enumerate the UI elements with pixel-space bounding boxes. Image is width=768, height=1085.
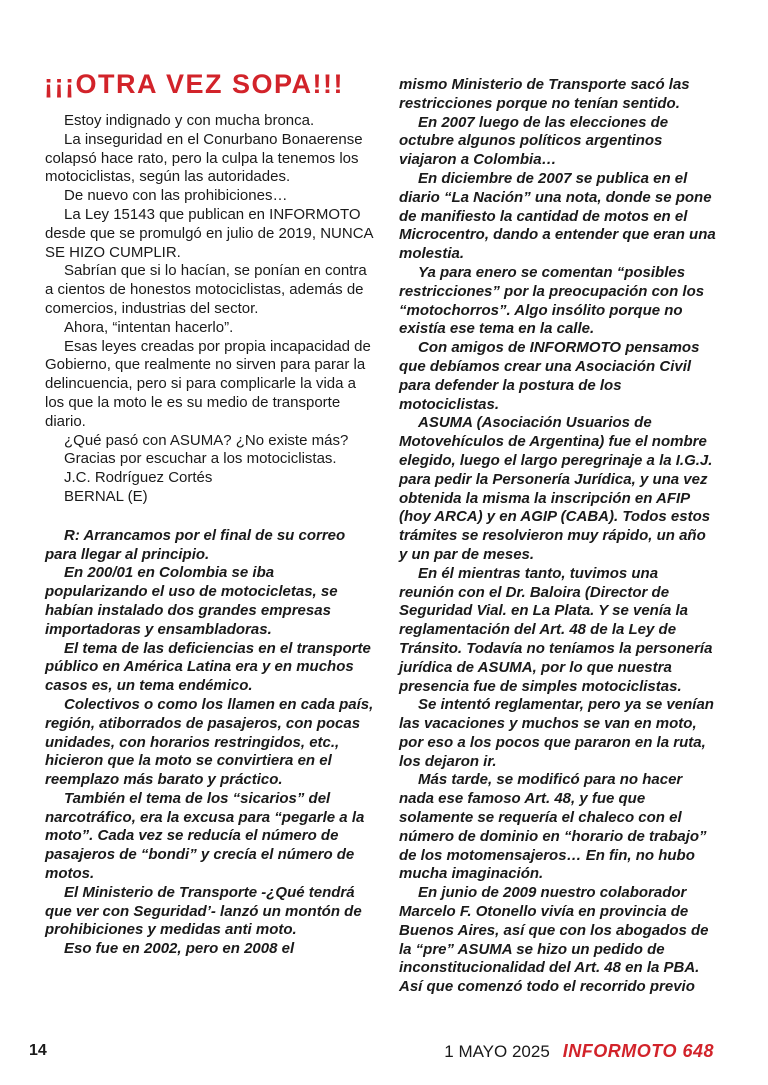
page-number: 14 [29, 1042, 47, 1059]
paragraph: La inseguridad en el Conurbano Bonaerense colapsó hace rato, pero la culpa la tenemos los motociclistas, según las autoridades. [45, 130, 363, 186]
reader-letter [45, 112, 375, 507]
footer-date: 1 MAYO 2025 [444, 1042, 550, 1061]
paragraph: De nuevo con las prohibiciones… [64, 187, 288, 205]
paragraph: Con amigos de INFORMOTO pensamos que debíamos crear una Asociación Civil para defender la postura de los motociclistas. [399, 339, 700, 413]
paragraph: ASUMA (Asociación Usuarios de Motovehículos de Argentina) fue el nombre elegido, luego el largo peregrinaje a la I.G.J. para pedir la Personería Jurídica, y una vez obtenida la misma la inscripción en AFIP (hoy ARCA) y en AGIP (CABA). Todos estos trámites se resolvieron muy rápido, un año y un par de meses. [399, 414, 713, 563]
paragraph: BERNAL (E) [64, 487, 148, 505]
paragraph: Estoy indignado y con mucha bronca. [64, 112, 315, 129]
paragraph: Esas leyes creadas por propia incapacidad de Gobierno, que realmente no sirven para parar la delincuencia, pero si para complicarle la vida a los que la moto le es su medio de transporte diario. [45, 337, 371, 430]
paragraph: El Ministerio de Transporte -¿Qué tendrá que ver con Seguridad’- lanzó un montón de prohibiciones y medidas anti moto. [45, 883, 362, 939]
paragraph: mismo Ministerio de Transporte sacó las restricciones porque no tenían sentido. [399, 76, 690, 112]
paragraph: En diciembre de 2007 se publica en el diario “La Nación” una nota, donde se pone de manifiesto la cantidad de motos en el Microcentro, dando a entender que eran una molestia. [399, 169, 716, 263]
paragraph: La Ley 15143 que publican en INFORMOTO desde que se promulgó en julio de 2019, NUNCA SE HIZO CUMPLIR. [45, 205, 373, 261]
paragraph: R: Arrancamos por el final de su correo para llegar al principio. [45, 526, 346, 563]
paragraph: Sabrían que si lo hacían, se ponían en contra a cientos de honestos motociclistas, además de comercios, industrias del sector. [45, 262, 367, 317]
paragraph: Eso fue en 2002, pero en 2008 el [64, 940, 295, 958]
paragraph: Ya para enero se comentan “posibles restricciones” por la preocupación con los “motochorros”. Algo insólito porque no existía ese tema en la calle. [399, 263, 705, 338]
paragraph: J.C. Rodríguez Cortés [64, 469, 213, 487]
paragraph: Colectivos o como los llamen en cada país, región, atiborrados de pasajeros, con pocas unidades, con horarios restringidos, etc., hicieron que la moto se convirtiera en el reemplazo más barato y práctico. [45, 695, 374, 789]
footer-right [444, 1041, 714, 1062]
paragraph: En 2007 luego de las elecciones de octubre algunos políticos argentinos viajaron a Colombia… [399, 113, 669, 169]
paragraph: Ahora, “intentan hacerlo”. [64, 318, 234, 336]
right-column [399, 76, 717, 997]
paragraph: El tema de las deficiencias en el transporte público en América Latina era y en muchos casos es, un tema endémico. [45, 639, 371, 695]
left-column [45, 112, 375, 959]
paragraph: En junio de 2009 nuestro colaborador Marcelo F. Otonello vivía en provincia de Buenos Aires, así que con los abogados de la “pre” ASUMA se hizo un pedido de inconstitucionalidad del Art. 48 en la PBA. Así que comenzó todo el recorrido previo [399, 884, 709, 996]
article-title: ¡¡¡OTRA VEZ SOPA!!! [44, 69, 344, 99]
editor-reply-left [45, 527, 375, 959]
paragraph: En 200/01 en Colombia se iba popularizando el uso de motocicletas, se habían instalado dos grandes empresas importadoras y ensambladoras. [45, 564, 338, 638]
paragraph: Se intentó reglamentar, pero ya se venían las vacaciones y muchos se van en moto, por eso a los pocos que pararon en la ruta, los dejaron ir. [399, 696, 714, 770]
footer-brand: INFORMOTO 648 [562, 1041, 714, 1061]
paragraph: También el tema de los “sicarios” del narcotráfico, era la excusa para “pegarle a la moto”. Cada vez se reducía el número de pasajeros de “bondi” y crecía el número de motos. [45, 789, 365, 883]
paragraph: Más tarde, se modificó para no hacer nada ese famoso Art. 48, y fue que solamente se requería el chaleco con el número de dominio en “horario de trabajo” de los motomensajeros… En fin, no hubo mucha imaginación. [399, 771, 707, 883]
paragraph: ¿Qué pasó con ASUMA? ¿No existe más? [64, 431, 349, 449]
paragraph: Gracias por escuchar a los motociclistas. [64, 450, 337, 468]
paragraph: En él mientras tanto, tuvimos una reunión con el Dr. Baloira (Director de Seguridad Vial. en La Plata. Y se venía la reglamentación del Art. 48 de la Ley de Tránsito. Todavía no teníamos la personería jurídica de ASUMA, por lo que nuestra presencia fue de simples motociclistas. [399, 564, 713, 695]
